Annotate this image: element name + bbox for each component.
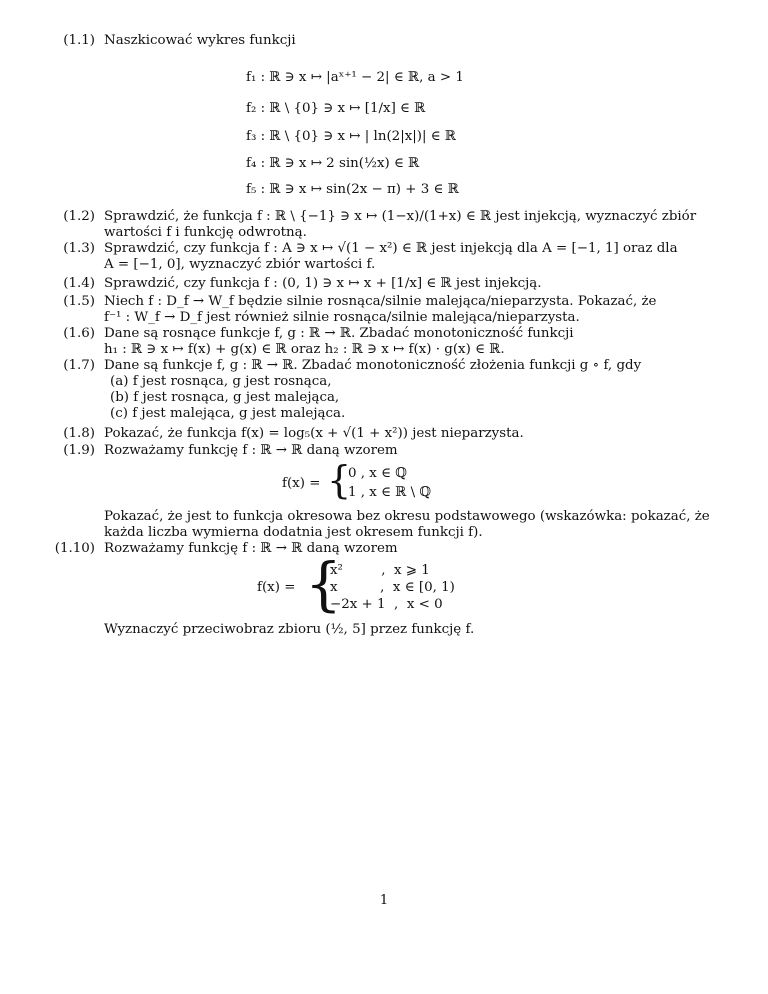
problem-number: (1.3) [63, 241, 95, 256]
problem-number: (1.8) [63, 426, 95, 441]
piecewise-case: x² , x ⩾ 1 [330, 563, 430, 578]
problem-text-line: Wyznaczyć przeciwobraz zbioru (½, 5] przez funkcję f. [104, 622, 475, 637]
problem-text-line: f⁻¹ : W_f → D_f jest również silnie rosnąca/silnie malejąca/nieparzysta. [104, 310, 580, 325]
subitem-a: (a) f jest rosnąca, g jest rosnąca, [110, 374, 332, 389]
problem-number: (1.7) [63, 358, 95, 373]
left-brace-icon: { [327, 458, 352, 502]
problem-text-line: wartości f i funkcję odwrotną. [104, 225, 307, 240]
problem-text-line: Sprawdzić, czy funkcja f : A ∋ x ↦ √(1 − x²) ∈ ℝ jest injekcją dla A = [−1, 1] oraz dla [104, 241, 678, 256]
page-number: 1 [379, 893, 389, 908]
formula-f4: f₄ : ℝ ∋ x ↦ 2 sin(½x) ∈ ℝ [246, 156, 420, 171]
piecewise-case: x , x ∈ [0, 1) [330, 580, 455, 595]
problem-text-line: Pokazać, że jest to funkcja okresowa bez okresu podstawowego (wskazówka: pokazać, że [104, 509, 710, 524]
formula-f5: f₅ : ℝ ∋ x ↦ sin(2x − π) + 3 ∈ ℝ [246, 182, 459, 197]
problem-number: (1.1) [63, 33, 95, 48]
problem-number: (1.10) [54, 541, 95, 556]
formula-f2: f₂ : ℝ \ {0} ∋ x ↦ [1/x] ∈ ℝ [246, 101, 426, 116]
problem-number: (1.2) [63, 209, 95, 224]
problem-text-line: A = [−1, 0], wyznaczyć zbiór wartości f. [104, 257, 376, 272]
problem-text-line: Dane są funkcje f, g : ℝ → ℝ. Zbadać monotoniczność złożenia funkcji g ∘ f, gdy [104, 358, 642, 373]
piecewise-case: 1 , x ∈ ℝ \ ℚ [348, 485, 432, 500]
problem-text-line: Sprawdzić, czy funkcja f : (0, 1) ∋ x ↦ x + [1/x] ∈ ℝ jest injekcją. [104, 276, 542, 291]
left-brace-icon: { [305, 550, 342, 618]
formula-f1: f₁ : ℝ ∋ x ↦ |aˣ⁺¹ − 2| ∈ ℝ, a > 1 [246, 70, 464, 85]
problem-text-line: h₁ : ℝ ∋ x ↦ f(x) + g(x) ∈ ℝ oraz h₂ : ℝ ∋ x ↦ f(x) · g(x) ∈ ℝ. [104, 342, 505, 357]
subitem-c: (c) f jest malejąca, g jest malejąca. [110, 406, 346, 421]
subitem-b: (b) f jest rosnąca, g jest malejąca, [110, 390, 340, 405]
problem-text-line: Rozważamy funkcję f : ℝ → ℝ daną wzorem [104, 443, 398, 458]
problem-text-line: Niech f : D_f → W_f będzie silnie rosnąca/silnie malejąca/nieparzysta. Pokazać, że [104, 294, 657, 309]
problem-text-line: każda liczba wymierna dodatnia jest okresem funkcji f). [104, 525, 483, 540]
problem-number: (1.4) [63, 276, 95, 291]
piecewise-lhs: f(x) = [257, 580, 296, 595]
formula-f3: f₃ : ℝ \ {0} ∋ x ↦ | ln(2|x|)| ∈ ℝ [246, 129, 457, 144]
piecewise-case: 0 , x ∈ ℚ [348, 466, 407, 481]
problem-text-line: Dane są rosnące funkcje f, g : ℝ → ℝ. Zbadać monotoniczność funkcji [104, 326, 574, 341]
problem-text: Naszkicować wykres funkcji [104, 33, 296, 48]
problem-number: (1.9) [63, 443, 95, 458]
problem-text-line: Rozważamy funkcję f : ℝ → ℝ daną wzorem [104, 541, 398, 556]
problem-number: (1.5) [63, 294, 95, 309]
piecewise-lhs: f(x) = [282, 476, 321, 491]
piecewise-case: −2x + 1 , x < 0 [330, 597, 443, 612]
problem-text-line: Pokazać, że funkcja f(x) = log₅(x + √(1 + x²)) jest nieparzysta. [104, 426, 524, 441]
problem-text-line: Sprawdzić, że funkcja f : ℝ \ {−1} ∋ x ↦ (1−x)/(1+x) ∈ ℝ jest injekcją, wyznaczyć zbiór [104, 209, 697, 224]
problem-number: (1.6) [63, 326, 95, 341]
